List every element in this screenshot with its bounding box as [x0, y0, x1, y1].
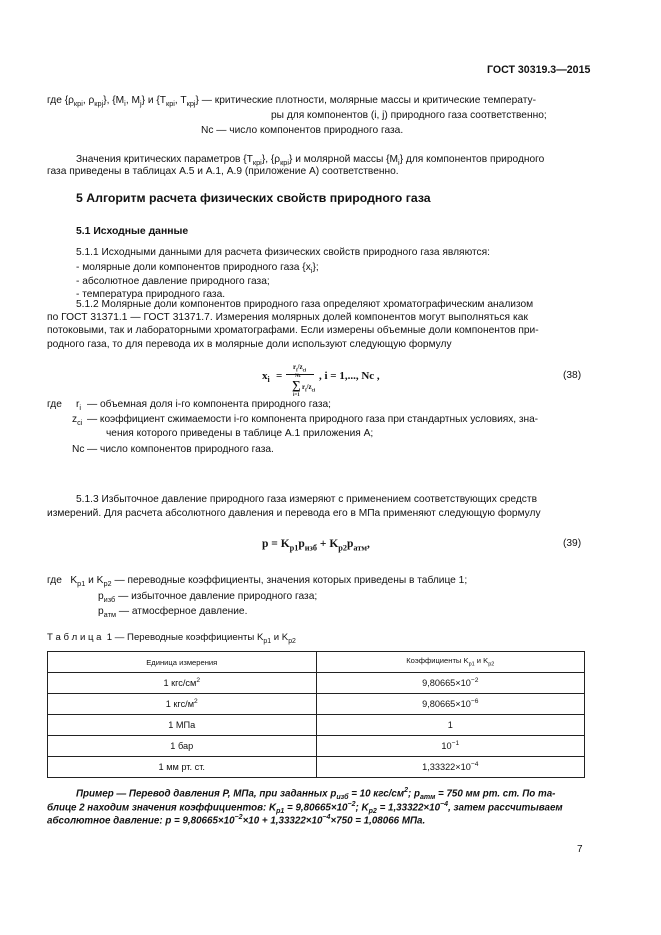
page-number: 7 [577, 844, 583, 855]
para-5-1-2-line: 5.1.2 Молярные доли компонентов природного газа определяют хроматографическим анализом [76, 299, 534, 310]
coefficient-cell: $9,80665\times 10^{-6}$ [316, 694, 585, 715]
table-header-row [48, 652, 585, 673]
unit-cell: 1 кгс/$м^2$ [48, 694, 317, 715]
table-row [48, 694, 585, 715]
example-line: блице 2 находим значения коэффициентов: $K_{p1} = 9,80665\times 10^{-2}$; $K_{p2} = 1,33322\times 10^{-4}$, затем рассчитываем [47, 801, 563, 816]
para-5-1-3-line: 5.1.3 Избыточное давление природного газа измеряют с применением соответствующих средств [76, 494, 537, 505]
intro-para-line-1: Значения критических параметров $\{T_{крi}\}$, $\{\rho_{крi}\}$ и молярной массы $\{M_i\}$ для компонентов природного [76, 154, 545, 168]
coefficient-cell: 1 [316, 715, 585, 736]
unit-cell: 1 МПа [48, 715, 317, 736]
para-5-1-2-line: по ГОСТ 31371.1 — ГОСТ 31371.7. Измерения молярных долей компонентов могут выполняться как [47, 312, 528, 323]
unit-cell: 1 бар [48, 736, 317, 757]
where-text: — коэффициент сжимаемости i-го компонента природного газа при стандартных условиях, зна- [87, 414, 539, 425]
unit-cell: 1 мм рт. ст. [48, 757, 317, 778]
table-caption: Т а б л и ц а 1 — Переводные коэффициенты $K_{p1}$ и $K_{p2}$ [47, 632, 296, 645]
list-item: - температура природного газа. [76, 289, 226, 300]
equation-number: (39) [563, 538, 582, 549]
subsection-title: 5.1 Исходные данные [76, 226, 189, 237]
where-text: — число компонентов природного газа. [87, 444, 274, 455]
where-line-1: где {$\rho_{крi}$, $\rho_{крj}$}, {$M_i$, $M_j$} и {$T_{крi}$, $T_{крj}$} — критические плотности, молярные массы и критические температу- [47, 95, 536, 109]
standard-header: ГОСТ 30319.3—2015 [487, 64, 591, 76]
example-line: Пример — Перевод давления P, МПа, при заданных $p_{изб} = 10$ кгс/$см^2$; $p_{атм} = 750$ мм рт. ст. По та- [76, 787, 556, 802]
para-5-1-1: 5.1.1 Исходными данными для расчета физических свойств природного газа являются: [76, 247, 490, 258]
unit-cell: 1 кгс/$см^2$ [48, 673, 317, 694]
nc-line: Nc — число компонентов природного газа. [201, 125, 404, 136]
where-text: — объемная доля i-го компонента природного газа; [87, 399, 331, 410]
table-row [48, 673, 585, 694]
coefficient-cell: $10^{-1}$ [316, 736, 585, 757]
section-title: 5 Алгоритм расчета физических свойств природного газа [76, 191, 431, 205]
where-line: где $K_{p1}$ и $K_{p2}$ — переводные коэффициенты, значения которых приведены в таблице 1; [47, 575, 468, 589]
where-symbol: где $r_i$ [47, 399, 82, 413]
column-header: Единица измерения [48, 652, 317, 673]
list-item: - молярные доли компонентов природного газа $\{x_i\}$; [76, 262, 319, 276]
coefficient-cell: $9,80665\times 10^{-2}$ [316, 673, 585, 694]
example-line: абсолютное давление: $p = 9,80665\times 10^{-2}\times 10 + 1,33322\times 10^{-4}\times 750 = 1,08066$ МПа. [47, 814, 426, 827]
sum-symbol: ∑ [292, 378, 301, 392]
formula-38-numerator: $r_i/z_{ci}$ [293, 363, 307, 374]
table-row [48, 715, 585, 736]
para-5-1-2-line: родного газа, то для перевода их в молярные доли используют следующую формулу [47, 339, 452, 350]
formula-39: $p = K_{p1}p_{изб} + K_{p2}p_{атм}$, [262, 538, 370, 553]
table-row [48, 736, 585, 757]
where-line: $p_{атм}$ — атмосферное давление. [98, 606, 248, 620]
where-line: $p_{изб}$ — избыточное давление природного газа; [98, 591, 318, 605]
coefficients-table [47, 651, 585, 778]
table-row [48, 757, 585, 778]
para-5-1-2-line: потоковыми, так и лабораторными хроматографами. Если измерены объемные доли компонентов при- [47, 325, 539, 336]
coefficient-cell: $1,33322\times 10^{-4}$ [316, 757, 585, 778]
column-header: Коэффициенты $K_{p1}$ и $K_{p2}$ [316, 652, 585, 673]
equation-number: (38) [563, 370, 582, 381]
where-text: чения которого приведены в таблице А.1 приложения А; [106, 428, 374, 439]
where-symbol: $z_{ci}$ [72, 414, 83, 428]
where-symbol: Nc [72, 444, 85, 455]
list-item: - абсолютное давление природного газа; [76, 276, 270, 287]
para-5-1-3-line: измерений. Для расчета абсолютного давления и перевода его в МПа применяют следующую формулу [47, 508, 541, 519]
intro-para-line-2: газа приведены в таблицах А.5 и А.1, А.9 (приложение А) соответственно. [47, 166, 399, 177]
where-line-2: ры для компонентов (i, j) природного газа соответственно; [271, 110, 547, 121]
